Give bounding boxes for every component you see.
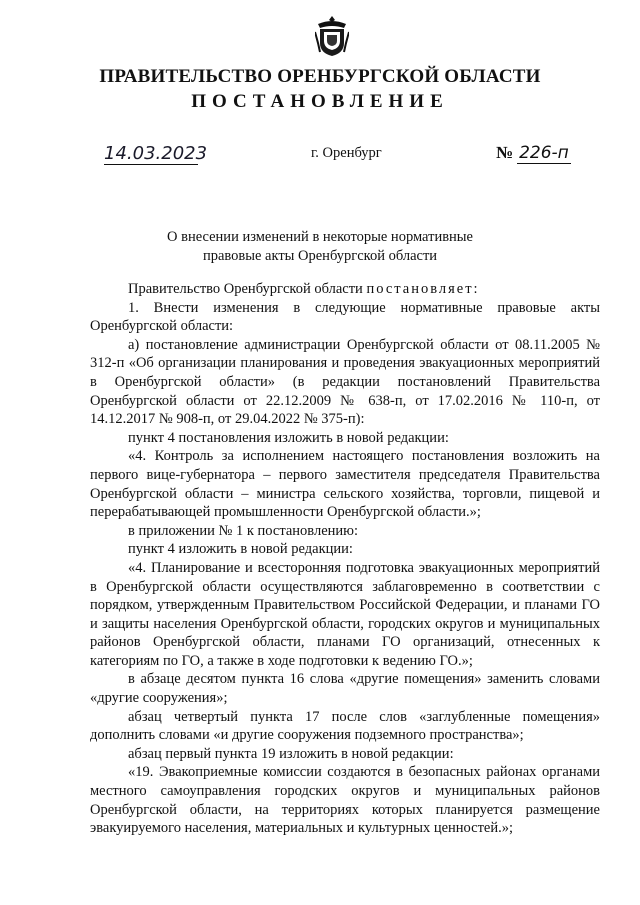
body-paragraph: «4. Планирование и всесторонняя подготовка эвакуационных мероприятий в Оренбургской области осуществляются заблаговременно в соответствии с порядком, утвержденным Правительством Российской Федерации, и планами ГО и защиты населения Оренбургской области, городских округов и муниципальных районов Оренбургской области, планами ГО организаций, отнесенных к категориям по ГО, а также в ходе подготовки к ведению ГО.»; [90, 559, 600, 669]
body-paragraph: «4. Контроль за исполнением настоящего постановления возложить на первого вице-губернатора – первого заместителя председателя Правительства Оренбургской области – министра сельского хозяйства, торговли, пищевой и перерабатывающей промышленности Оренбургской области.»; [90, 448, 600, 521]
document-date: 14.03.2023 [104, 143, 208, 164]
body-paragraph: 1. Внести изменения в следующие нормативные правовые акты Оренбургской области: [90, 299, 600, 335]
body-paragraph: абзац первый пункта 19 изложить в новой редакции: [128, 745, 454, 762]
subject-line: правовые акты Оренбургской области [202, 248, 438, 264]
document-number [496, 143, 571, 163]
body-paragraph: пункт 4 постановления изложить в новой редакции: [128, 429, 449, 446]
number-value: 226-п [519, 143, 569, 163]
body-paragraph: пункт 4 изложить в новой редакции: [128, 541, 353, 558]
number-sign: № [496, 143, 514, 162]
document-type-title: ПОСТАНОВЛЕНИЕ [191, 91, 449, 112]
body-paragraph: «19. Эвакоприемные комиссии создаются в безопасных районах органами местного самоуправления городских округов и муниципальных районов Оренбургской области, на территориях которых планируется размещение эвакуируемого населения, материальных и культурных ценностей.»; [90, 764, 600, 837]
intro-paragraph [90, 280, 600, 299]
document-subject [0, 228, 640, 266]
body-paragraph: а) постановление администрации Оренбургской области от 08.11.2005 № 312-п «Об организации планирования и проведения эвакуационных мероприятий в Оренбургской области» (в редакции постановлений Правительства Оренбургской области от 22.12.2009 № 638-п, от 17.02.2016 № 110-п, от 14.12.2017 № 908-п, от 29.04.2022 № 375-п): [90, 336, 600, 428]
document-city: г. Оренбург [311, 145, 382, 161]
body-paragraph: в приложении № 1 к постановлению: [128, 522, 359, 539]
body-paragraph: в абзаце десятом пункта 16 слова «другие помещения» заменить словами «другие сооружения»; [90, 671, 600, 707]
intro-decree-word: постановляет: [366, 281, 480, 297]
coat-of-arms-emblem [315, 14, 349, 58]
subject-line: О внесении изменений в некоторые нормативные [167, 229, 473, 245]
body-paragraph: абзац четвертый пункта 17 после слов «заглубленные помещения» дополнить словами «и другие сооружения подземного пространства»; [90, 708, 600, 744]
intro-prefix: Правительство Оренбургской области [128, 281, 367, 297]
document-body [90, 280, 600, 838]
organization-title: ПРАВИТЕЛЬСТВО ОРЕНБУРГСКОЙ ОБЛАСТИ [99, 66, 541, 87]
